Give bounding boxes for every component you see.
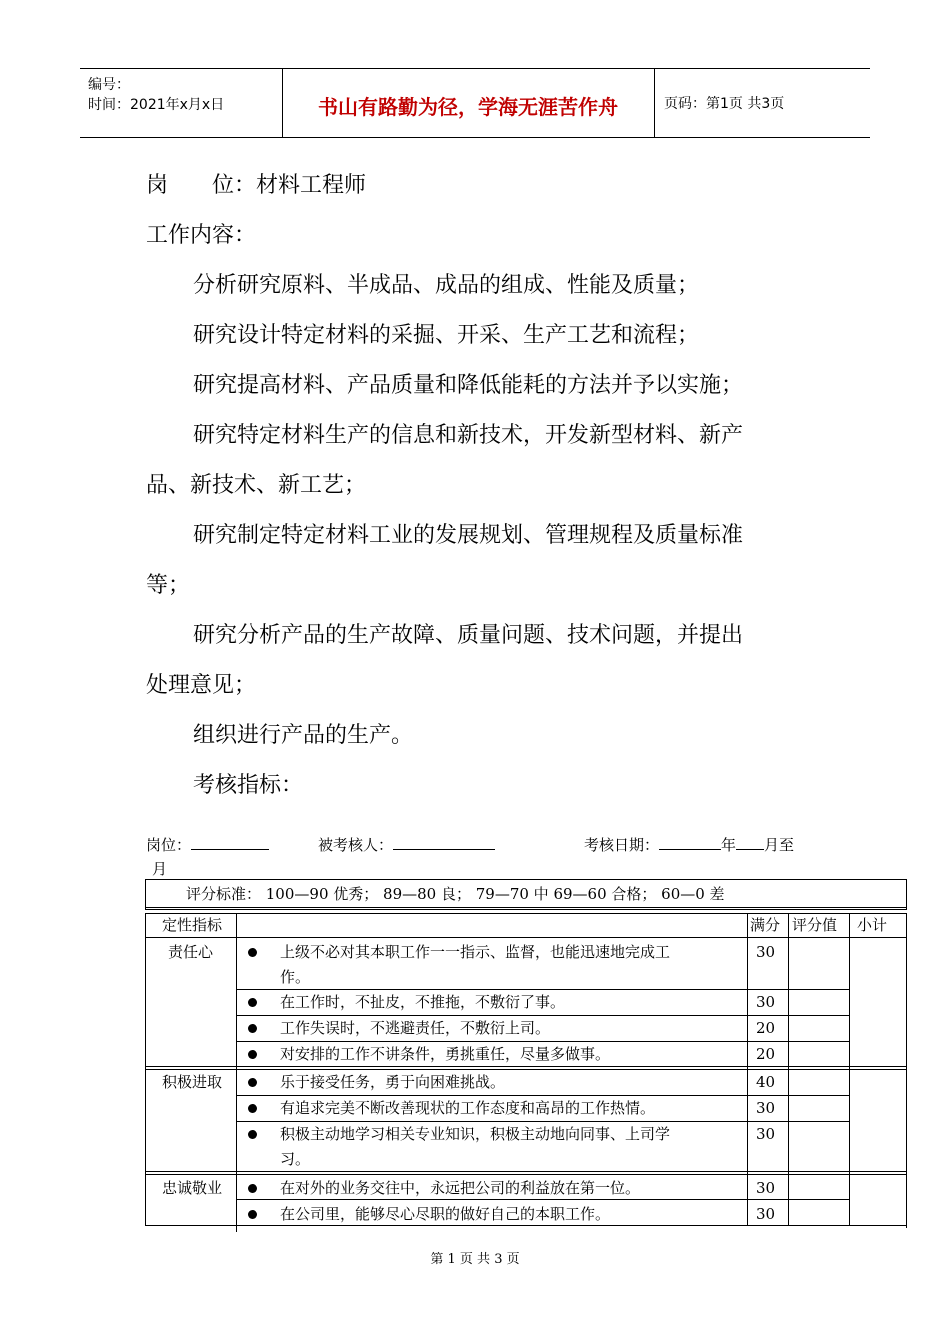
full-score: 30	[756, 1179, 776, 1197]
duty-line: 研究提高材料、产品质量和降低能耗的方法并予以实施；	[193, 373, 744, 398]
score-input[interactable]	[789, 1070, 848, 1094]
col-header-indicator: 定性指标	[162, 916, 223, 934]
criterion-text: 在公司里，能够尽心尽职的做好自己的本职工作。	[280, 1205, 611, 1223]
full-score: 30	[756, 1099, 776, 1117]
group-name: 忠诚敬业	[162, 1179, 223, 1197]
duty-line: 组织进行产品的生产。	[193, 723, 414, 748]
score-input[interactable]	[789, 990, 848, 1014]
col-header-score: 评分值	[792, 916, 838, 934]
bullet-icon	[248, 998, 257, 1007]
criterion-text: 有追求完美不断改善现状的工作态度和高昂的工作热情。	[280, 1099, 656, 1117]
page-footer: 第 1 页 共 3 页	[430, 1252, 520, 1267]
duty-line: 品、新技术、新工艺；	[146, 473, 367, 498]
full-score: 30	[756, 1205, 776, 1223]
form-position	[146, 834, 269, 855]
assessee-blank[interactable]	[393, 835, 495, 850]
duty-line: 处理意见；	[146, 673, 257, 698]
full-score: 30	[756, 943, 776, 961]
form-date	[584, 834, 794, 855]
score-input[interactable]	[789, 1200, 848, 1224]
duty-line: 等；	[146, 573, 191, 598]
duty-line: 研究特定材料生产的信息和新技术，开发新型材料、新产	[193, 423, 744, 448]
form-position-label: 岗位：	[146, 836, 192, 854]
score-input[interactable]	[789, 1042, 848, 1065]
score-input[interactable]	[789, 1096, 848, 1120]
month-blank[interactable]	[736, 835, 764, 850]
header-page-info: 页码：第1页 共3页	[664, 96, 785, 112]
subtotal-input[interactable]	[850, 1070, 905, 1170]
score-input[interactable]	[789, 1016, 848, 1040]
bullet-icon	[248, 1184, 257, 1193]
full-score: 40	[756, 1073, 776, 1091]
group-name: 责任心	[168, 943, 214, 961]
criterion-text: 在对外的业务交往中，永远把公司的利益放在第一位。	[280, 1179, 641, 1197]
subtotal-input[interactable]	[850, 1176, 905, 1224]
month-to-label: 月至	[764, 836, 795, 854]
full-score: 20	[756, 1045, 776, 1063]
criterion-text: 对安排的工作不讲条件，勇挑重任，尽量多做事。	[280, 1045, 611, 1063]
group-name: 积极进取	[162, 1073, 223, 1091]
position-blank[interactable]	[191, 835, 269, 850]
form-date-label: 考核日期：	[584, 836, 660, 854]
score-input[interactable]	[789, 1122, 848, 1170]
header-motto: 书山有路勤为径，学海无涯苦作舟	[318, 95, 618, 119]
criterion-text: 上级不必对其本职工作一一指示、监督，也能迅速地完成工 作。	[280, 943, 671, 986]
full-score: 30	[756, 1125, 776, 1143]
col-header-subtotal: 小计	[857, 916, 888, 934]
bullet-icon	[248, 1050, 257, 1059]
criterion-text: 积极主动地学习相关专业知识，积极主动地向同事、上司学 习。	[280, 1125, 671, 1168]
bullet-icon	[248, 1210, 257, 1219]
doc-number-label: 编号：	[88, 77, 130, 93]
form-month-end: 月	[152, 860, 168, 878]
criterion-text: 工作失误时，不逃避责任，不敷衍上司。	[280, 1019, 551, 1037]
subtotal-input[interactable]	[850, 938, 905, 1065]
content-heading: 工作内容：	[146, 223, 257, 248]
page-header	[80, 68, 870, 138]
criterion-text: 在工作时，不扯皮，不推拖，不敷衍了事。	[280, 993, 566, 1011]
bullet-icon	[248, 1130, 257, 1139]
position-line: 岗 位：材料工程师	[146, 173, 367, 198]
duty-line: 分析研究原料、半成品、成品的组成、性能及质量；	[193, 273, 700, 298]
duty-line: 研究制定特定材料工业的发展规划、管理规程及质量标准	[193, 523, 744, 548]
year-blank[interactable]	[659, 835, 721, 850]
assessment-heading: 考核指标：	[193, 773, 304, 798]
duty-line: 研究设计特定材料的采掘、开采、生产工艺和流程；	[193, 323, 700, 348]
header-meta	[88, 75, 224, 115]
col-header-full: 满分	[750, 916, 781, 934]
scale-row: 评分标准： 100—90 优秀； 89—80 良； 79—70 中 69—60 合格； 60—0 差	[186, 885, 725, 903]
bullet-icon	[248, 1104, 257, 1113]
form-assessee	[318, 834, 495, 855]
score-input[interactable]	[789, 1176, 848, 1198]
duty-line: 研究分析产品的生产故障、质量问题、技术问题，并提出	[193, 623, 744, 648]
time-label: 时间：2021年x月x日	[88, 97, 225, 113]
year-label: 年	[721, 836, 737, 854]
score-input[interactable]	[789, 938, 848, 988]
bullet-icon	[248, 1024, 257, 1033]
full-score: 30	[756, 993, 776, 1011]
bullet-icon	[248, 948, 257, 957]
form-assessee-label: 被考核人：	[318, 836, 394, 854]
bullet-icon	[248, 1078, 257, 1087]
header-divider	[654, 69, 655, 137]
full-score: 20	[756, 1019, 776, 1037]
criterion-text: 乐于接受任务，勇于向困难挑战。	[280, 1073, 506, 1091]
